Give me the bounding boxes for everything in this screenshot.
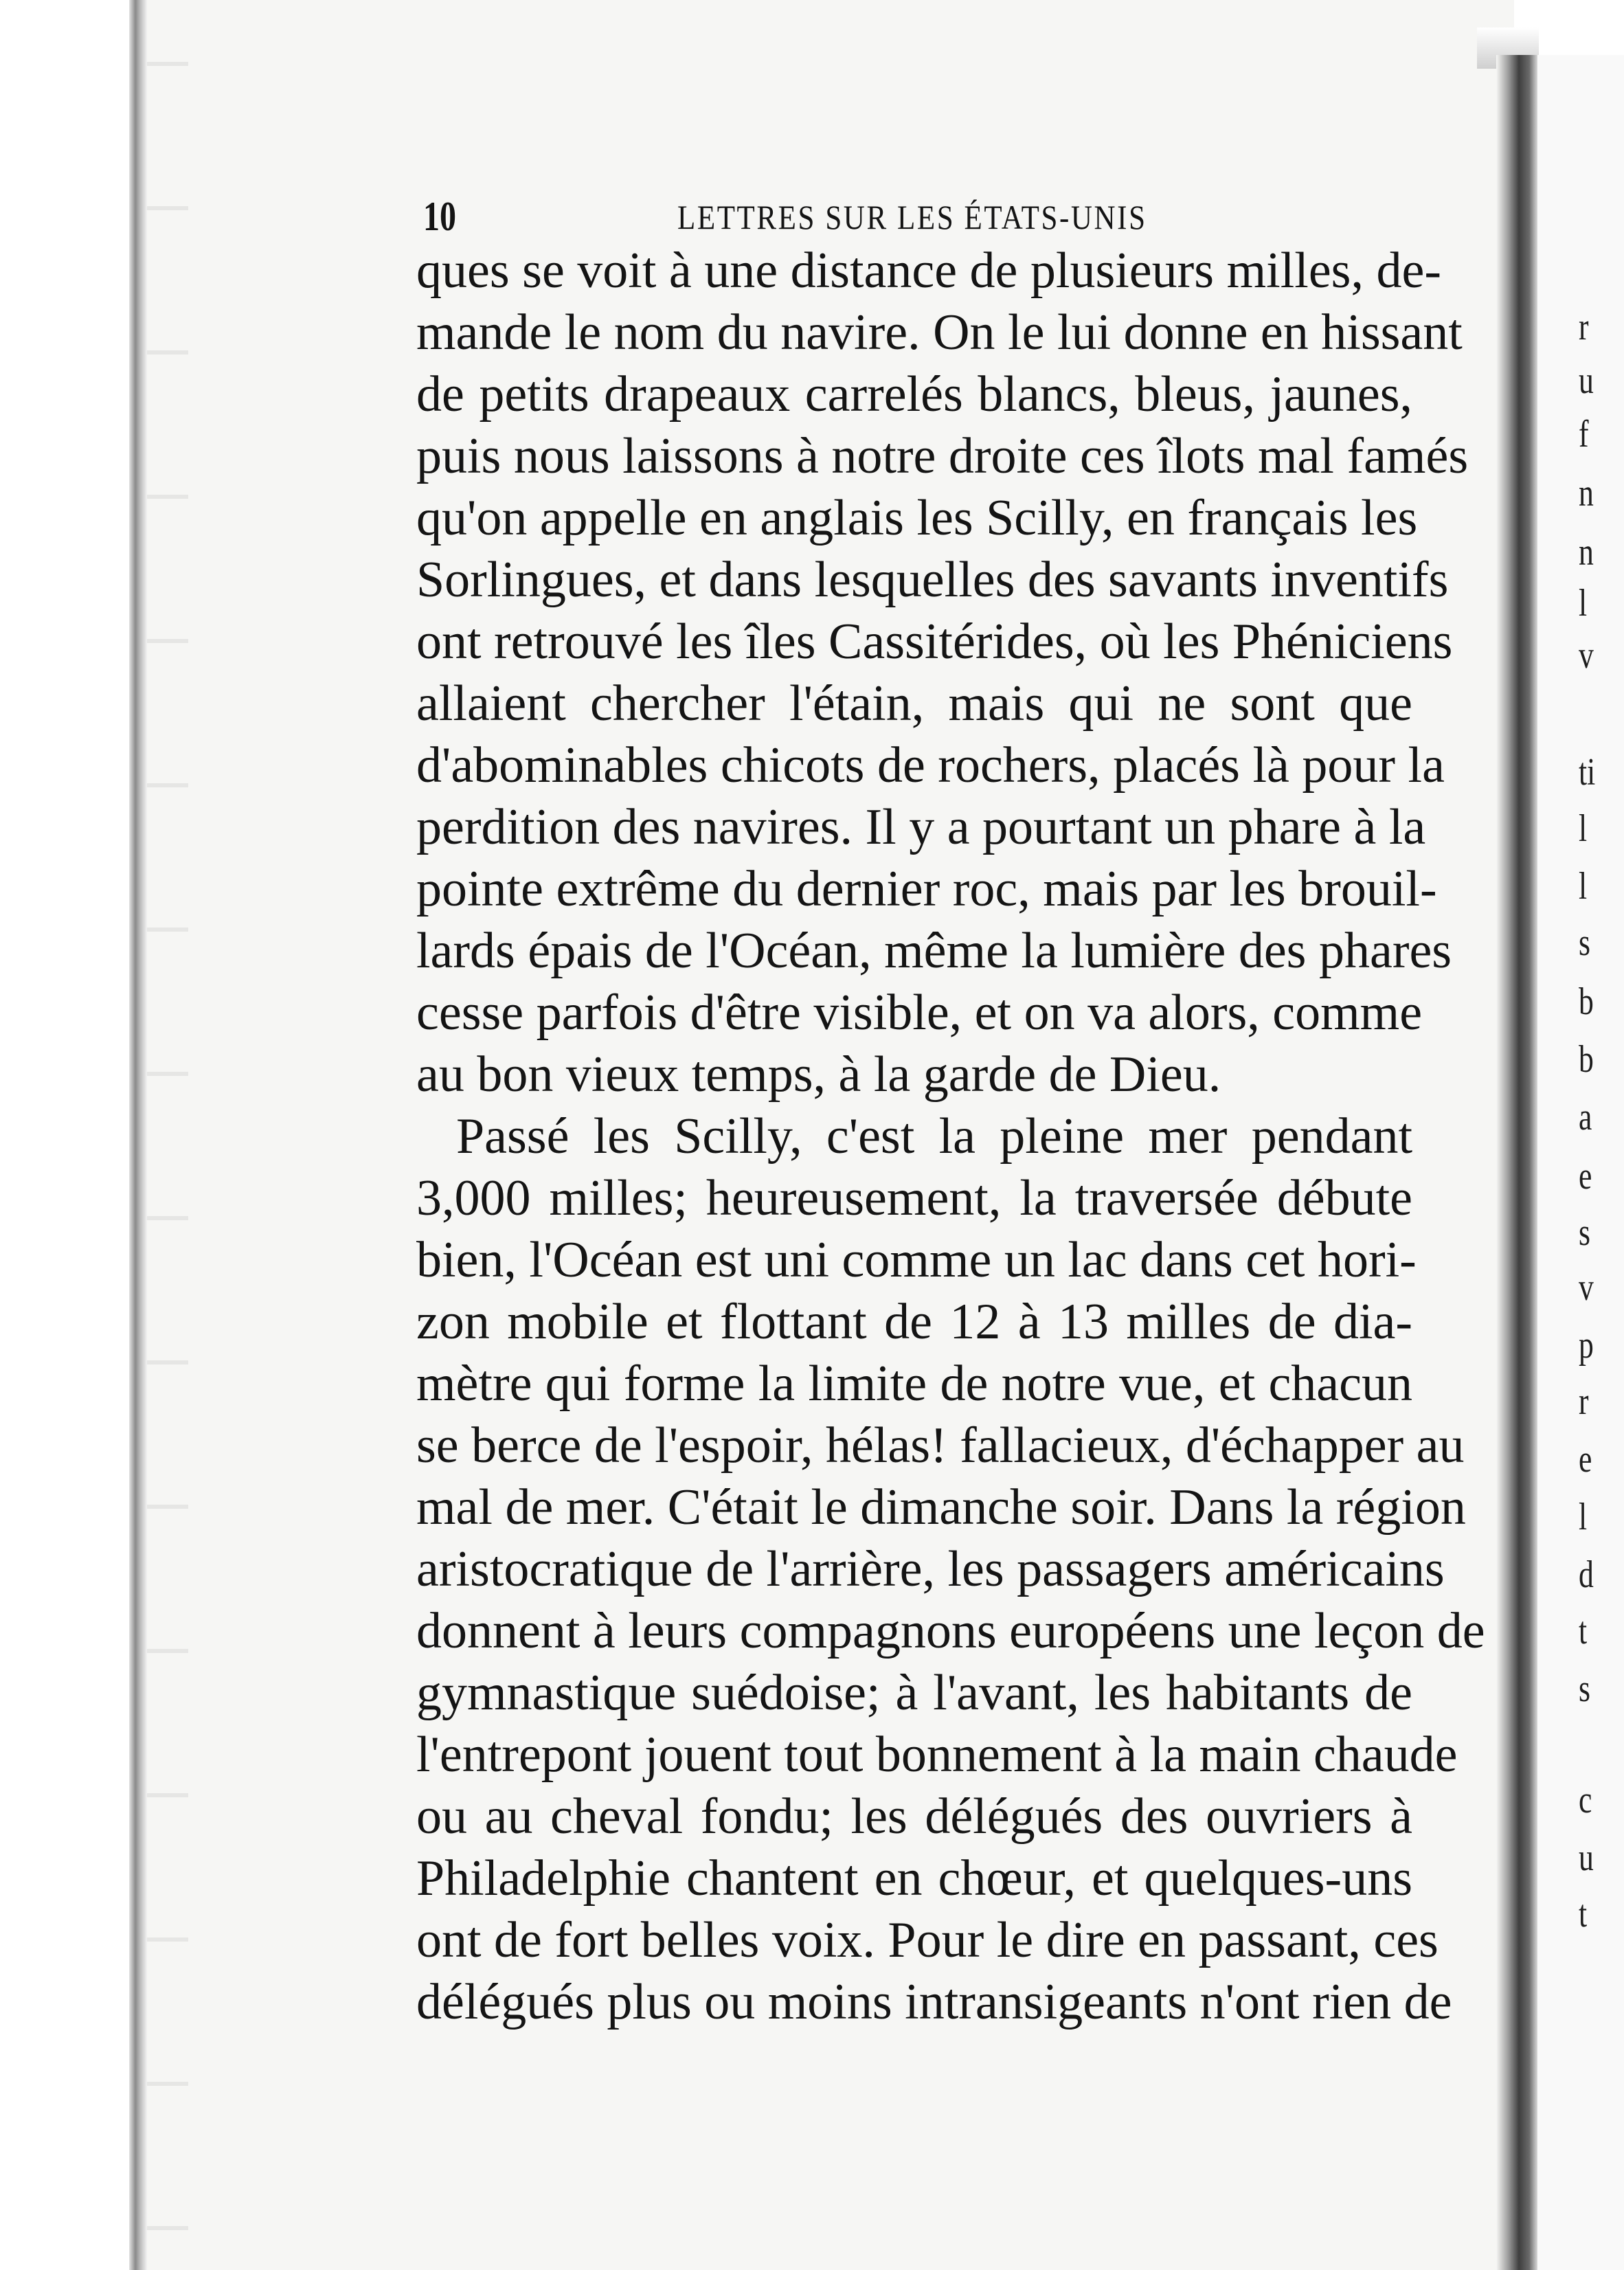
text-line: Philadelphie chantent en chœur, et quelques-uns [416,1850,1412,1907]
text-line: aristocratique de l'arrière, les passagers américains [416,1541,1445,1597]
text-line: d'abominables chicots de rochers, placés là pour la [416,737,1445,794]
facing-page-fragment: r [1579,306,1589,348]
facing-page-fragment: s [1579,1667,1591,1710]
text-line: ou au cheval fondu; les délégués des ouvriers à [416,1788,1412,1845]
facing-page-fragment: l [1579,807,1588,850]
text-line: puis nous laissons à notre droite ces îlots mal famés [416,428,1469,484]
facing-page-fragment: l [1579,582,1588,625]
text-line: mal de mer. C'était le dimanche soir. Dans la région [416,1479,1466,1536]
text-line: Passé les Scilly, c'est la pleine mer pendant [456,1108,1412,1165]
facing-page-fragment: c [1579,1779,1592,1821]
facing-page-fragment: n [1579,472,1594,515]
facing-page-fragment: u [1579,1836,1594,1879]
facing-page-fragment: r [1579,1380,1589,1423]
text-line: mande le nom du navire. On le lui donne en hissant [416,304,1463,361]
text-line: se berce de l'espoir, hélas! fallacieux, d'échapper au [416,1417,1465,1474]
text-line: au bon vieux temps, à la garde de Dieu. [416,1046,1221,1103]
facing-page-fragment: v [1579,634,1594,677]
facing-page-fragment: b [1579,1038,1594,1081]
facing-page-fragment: s [1579,921,1591,964]
text-line: ont retrouvé les îles Cassitérides, où les Phéniciens [416,614,1453,670]
text-line: de petits drapeaux carrelés blancs, bleus, jaunes, [416,366,1412,423]
facing-page-fragment: s [1579,1211,1591,1254]
facing-page-fragment: a [1579,1096,1592,1138]
text-line: donnent à leurs compagnons européens une leçon de [416,1603,1485,1659]
facing-page-fragment: f [1579,413,1589,456]
facing-page-fragment: t [1579,1893,1588,1935]
text-line: gymnastique suédoise; à l'avant, les habitants de [416,1665,1412,1721]
facing-page-fragment: v [1579,1266,1594,1309]
text-line: l'entrepont jouent tout bonnement à la main chaude [416,1727,1458,1783]
text-line: qu'on appelle en anglais les Scilly, en français les [416,490,1418,546]
facing-page-fragment: u [1579,359,1594,402]
facing-page-fragment: b [1579,980,1594,1023]
facing-page-fragment: l [1579,1496,1588,1538]
facing-page-fragment: p [1579,1324,1594,1367]
text-line: ont de fort belles voix. Pour le dire en passant, ces [416,1912,1439,1968]
text-line: Sorlingues, et dans lesquelles des savants inventifs [416,552,1449,608]
text-line: allaient chercher l'étain, mais qui ne sont que [416,675,1412,732]
facing-page-fragment: ti [1579,751,1596,794]
text-line: délégués plus ou moins intransigeants n'ont rien de [416,1974,1452,2030]
text-line: ques se voit à une distance de plusieurs milles, de- [416,243,1441,299]
running-title: LETTRES SUR LES ÉTATS-UNIS [677,198,1147,236]
facing-page-fragment: d [1579,1553,1594,1596]
text-line: bien, l'Océan est uni comme un lac dans cet hori- [416,1232,1417,1288]
text-line: mètre qui forme la limite de notre vue, et chacun [416,1356,1412,1412]
facing-page-fragment: e [1579,1155,1592,1198]
text-line: lards épais de l'Océan, même la lumière des phares [416,923,1452,979]
facing-page-fragment: n [1579,531,1594,574]
text-line: cesse parfois d'être visible, et on va alors, comme [416,985,1423,1041]
facing-page-fragment: e [1579,1438,1592,1481]
text-line: zon mobile et flottant de 12 à 13 milles de dia- [416,1294,1412,1350]
text-line: pointe extrême du dernier roc, mais par les brouil- [416,861,1437,917]
facing-page-fragment: l [1579,865,1588,908]
text-line: perdition des navires. Il y a pourtant un phare à la [416,799,1426,855]
page-number: 10 [423,194,456,239]
text-line: 3,000 milles; heureusement, la traversée débute [416,1170,1412,1226]
facing-page-fragment: t [1579,1610,1588,1652]
